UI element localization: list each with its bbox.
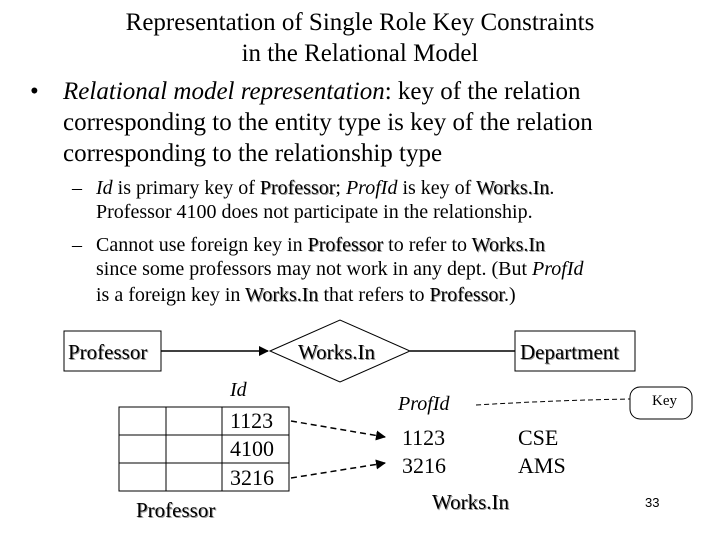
worksin-dept-row2: AMS — [518, 453, 566, 478]
key-callout-label: Key — [652, 393, 677, 409]
worksin-dept-row1: CSE — [518, 425, 559, 450]
sub1-text4: . — [549, 177, 555, 199]
bullet-italic: Relational model representation — [63, 78, 385, 105]
professor-table-caption: Professor — [136, 498, 216, 522]
sub2-line2-text: since some professors may not work in any dept. (But — [96, 258, 533, 280]
professor-id-row1: 1123 — [230, 408, 274, 433]
entity-department-label: Department — [520, 340, 620, 364]
slide-title-line1: Representation of Single Role Key Constraints — [125, 9, 595, 36]
slide-number: 33 — [645, 495, 660, 510]
sub2-line3-text2: that refers to — [318, 284, 430, 306]
worksin-profid-header: ProfId — [398, 393, 450, 415]
fk-arrow-3216 — [291, 463, 385, 478]
sub1-text2: ; — [335, 177, 346, 199]
professor-id-row2: 4100 — [230, 436, 274, 461]
entity-professor-label: Professor — [68, 340, 148, 364]
sub1-line2: Professor 4100 does not participate in the relationship. — [96, 201, 533, 223]
bullet-line2: corresponding to the entity type is key of the relation — [63, 109, 593, 136]
worksin-table-caption: Works.In — [432, 490, 510, 514]
worksin-profid-row2: 3216 — [402, 453, 446, 478]
sub1-text3: is key of — [397, 177, 476, 199]
sub1-worksin: Works.In — [475, 177, 550, 199]
fk-arrow-1123 — [291, 421, 385, 437]
sub2-line2-profid: ProfId — [532, 258, 584, 280]
sub1-dash: – — [72, 177, 82, 199]
sub2-worksin: Works.In — [471, 234, 546, 256]
professor-table-header — [230, 378, 247, 402]
sub2-line3-text3: .) — [503, 284, 516, 306]
sub1-id: Id — [96, 177, 113, 199]
bullet-line3: corresponding to the relationship type — [63, 140, 443, 167]
bullet-rest: : key of the relation — [384, 78, 581, 105]
sub2-line3-professor: Professor — [429, 284, 504, 306]
relationship-worksin-label: Works.In — [298, 340, 376, 364]
sub1-professor: Professor — [259, 177, 336, 199]
sub2-text2: to refer to — [383, 234, 472, 256]
worksin-profid-row1: 1123 — [402, 425, 446, 450]
bullet-marker: • — [30, 78, 39, 105]
sub2-line3-worksin: Works.In — [245, 284, 319, 306]
sub2-line3-text: is a foreign key in — [96, 284, 246, 306]
sub1-profid: ProfId — [345, 177, 398, 199]
sub2-text: Cannot use foreign key in — [96, 234, 308, 256]
sub1-text: is primary key of — [112, 177, 260, 199]
professor-id-row3: 3216 — [230, 465, 274, 490]
key-callout-pointer — [476, 399, 632, 405]
slide-title-line2: in the Relational Model — [241, 40, 479, 67]
sub2-dash: – — [72, 234, 82, 256]
sub2-professor: Professor — [307, 234, 384, 256]
worksin-table-header — [398, 392, 449, 416]
professor-id-header: Id — [230, 379, 247, 401]
